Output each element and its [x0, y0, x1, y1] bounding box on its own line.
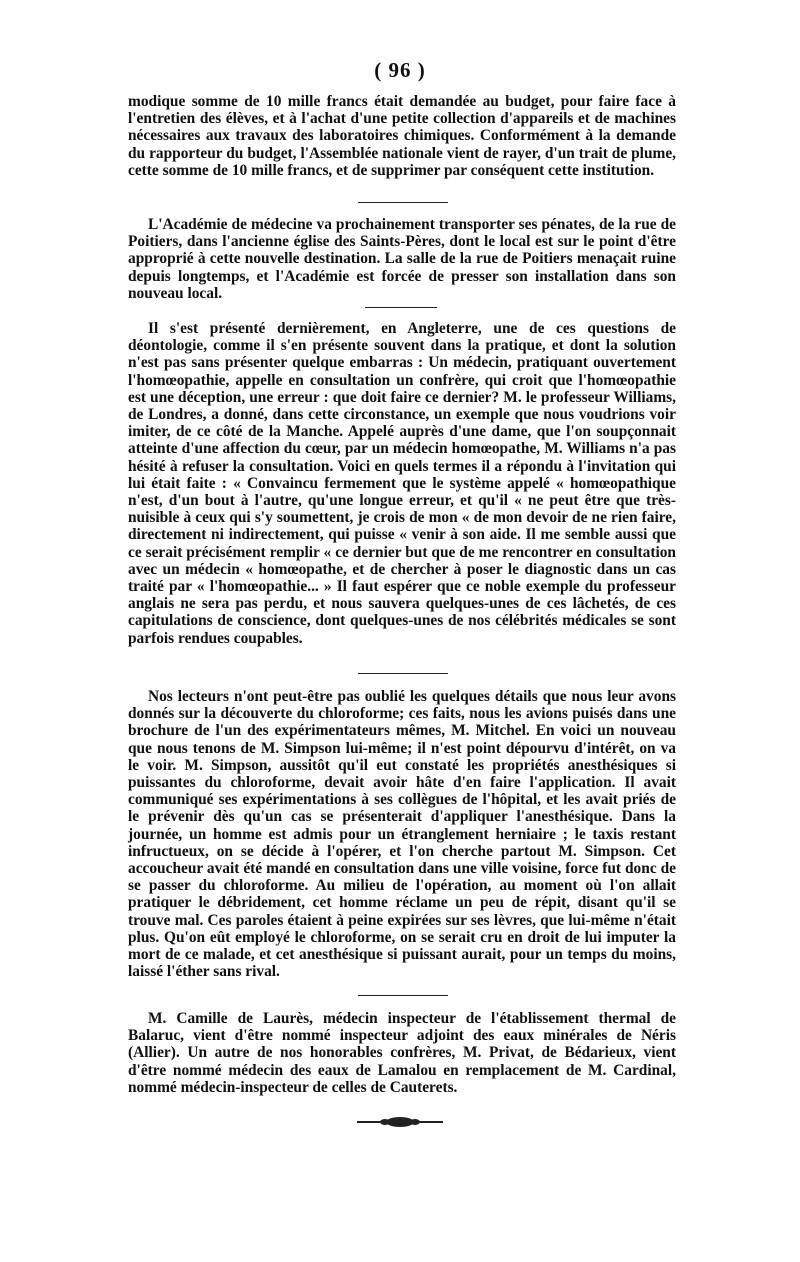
- paragraph-deontologie: [128, 320, 676, 647]
- paragraph-nominations: [128, 1010, 676, 1096]
- paragraph-chloroforme: [128, 688, 676, 980]
- paragraph-budget: [128, 93, 676, 179]
- paragraph-academie: [128, 216, 676, 302]
- paragraph-text: Il s'est présenté dernièrement, en Angleterre, une de ces questions de déontologie, comme il s'en présente souvent dans la pratique, et dont la solution n'est pas sans présenter quelque embarras : Un médecin, pratiquant ouvertement l'homœopathie, appelle en consultation un confrère, qui croit que l'homœopathie est une déception, une erreur : que doit faire ce dernier? M. le professeur Williams, de Londres, a donné, dans cette circonstance, un exemple que nous voudrions voir imiter, de ce côté de la Manche. Appelé auprès d'une dame, que l'on soupçonnait atteinte d'une affection du cœur, par un médecin homœopathe, M. Williams n'a pas hésité à refuser la consultation. Voici en quels termes il a répondu à l'invitation qui lui était faite : « Convaincu fermement que le système appelé « homœopathique n'est, d'un bout à l'autre, qu'une longue erreur, et qu'il « ne peut être que très-nuisible à ceux qui s'y soumettent, je crois de mon « de mon devoir de ne rien faire, directement ni indirectement, qui puisse « venir à son aide. Il me semble aussi que ce serait précisément remplir « ce dernier but que de me rencontrer en consultation avec un médecin « homœopathe, et de chercher à poser le diagnostic dans un cas traité par « l'homœopathie... » Il faut espérer que ce noble exemple du professeur anglais ne sera pas perdu, et nous sauvera quelques-unes de ces lâchetés, de ces capitulations de conscience, dont quelques-unes de nos célébrités médicales se sont parfois rendues coupables.: [128, 320, 676, 647]
- section-divider: [358, 995, 448, 996]
- section-divider: [358, 202, 448, 203]
- ornament-divider-icon: [355, 1115, 445, 1129]
- section-divider: [358, 673, 448, 674]
- paragraph-text: Nos lecteurs n'ont peut-être pas oublié les quelques détails que nous leur avons donnés sur la découverte du chloroforme; ces faits, nous les avions puisés dans une brochure de l'un des expérimentateurs mêmes, M. Mitchel. En voici un nouveau que nous tenons de M. Simpson lui-même; il n'est point dépourvu d'intérêt, on va le voir. M. Simpson, aussitôt qu'il eut constaté les propriétés anesthésiques si puissantes du chloroforme, devait avoir hâte d'en faire l'application. Il avait communiqué ses expérimentations à ses collègues de l'hôpital, et les avait priés de le prévenir dès qu'un cas se présenterait d'appliquer l'anesthésique. Dans la journée, un homme est admis pour un étranglement herniaire ; le taxis restant infructueux, on se décide à l'opérer, et l'on cherche partout M. Simpson. Cet accoucheur avait été mandé en consultation dans une ville voisine, force fut donc de se passer du chloroforme. Au milieu de l'opération, au moment où l'on allait pratiquer le débridement, cet homme réclame un peu de répit, disant qu'il se trouve mal. Ces paroles étaient à peine expirées sur ses lèvres, que lui-même n'était plus. Qu'on eût employé le chloroforme, on se serait cru en droit de lui imputer la mort de ce malade, et cet anesthésique si puissant aurait, pour un temps du moins, laissé l'éther sans rival.: [128, 688, 676, 981]
- paragraph-text: modique somme de 10 mille francs était demandée au budget, pour faire face à l'entretien des élèves, et à l'achat d'une petite collection d'appareils et de machines nécessaires aux travaux des laboratoires chimiques. Conformément à la demande du rapporteur du budget, l'Assemblée nationale vient de rayer, d'un trait de plume, cette somme de 10 mille francs, et de supprimer par conséquent cette institution.: [128, 93, 676, 179]
- page-number: ( 96 ): [374, 58, 426, 82]
- section-divider: [365, 307, 437, 308]
- paragraph-text: M. Camille de Laurès, médecin inspecteur de l'établissement thermal de Balaruc, vient d'être nommé inspecteur adjoint des eaux minérales de Néris (Allier). Un autre de nos honorables confrères, M. Privat, de Bédarieux, vient d'être nommé médecin des eaux de Lamalou en remplacement de M. Cardinal, nommé médecin-inspecteur de celles de Cauterets.: [128, 1010, 676, 1096]
- paragraph-text: L'Académie de médecine va prochainement transporter ses pénates, de la rue de Poitiers, dans l'ancienne église des Saints-Pères, dont le local est sur le point d'être approprié à cette nouvelle destination. La salle de la rue de Poitiers menaçait ruine depuis longtemps, et l'Académie est forcée de presser son installation dans son nouveau local.: [128, 216, 676, 302]
